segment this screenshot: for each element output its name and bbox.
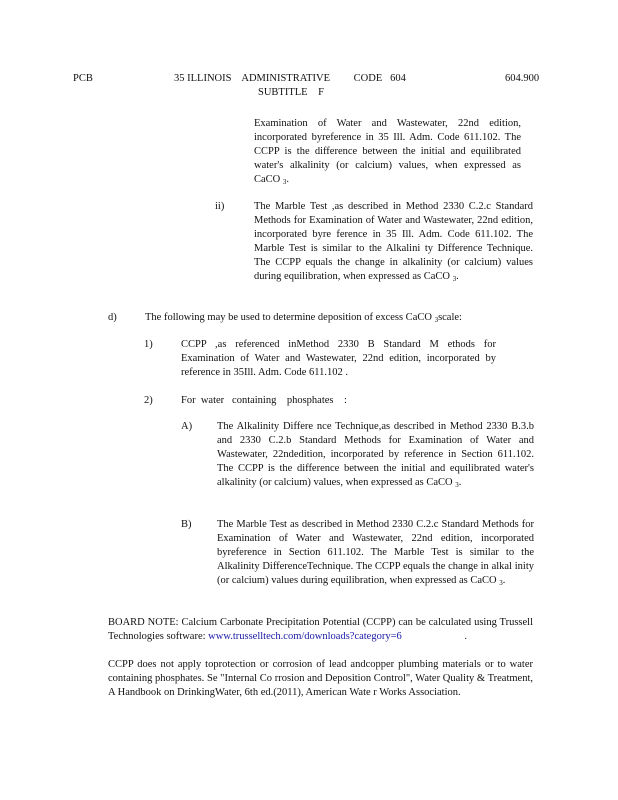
item-d2-marker: 2) (144, 395, 153, 406)
board-note: BOARD NOTE: Calcium Carbonate Precipitation Potential (CCPP) can be calculated using Trussell Technologies software: www.trusselltech.com/downloads?category=6 . (108, 617, 533, 642)
item-A-text: The Alkalinity Differe nce Technique,as described in Method 2330 B.3.b and 2330 C.2.b Standard Methods for Examination of Water and Wastewater, 22ndedition, incorporated by reference in Section 611.102. The CCPP is the difference between the initial and equilibrated water's alkalinity (or calcium) values, when expressed as CaCO $_3$. (217, 421, 534, 489)
header-left: PCB (73, 73, 93, 84)
item-ii-marker: ii) (215, 201, 225, 212)
item-d-text: The following may be used to determine deposition of excess CaCO $_3$scale: (145, 312, 462, 324)
trusselltech-link[interactable]: www.trusselltech.com/downloads?category=6 (208, 631, 402, 642)
header-center-line1: 35 ILLINOIS ADMINISTRATIVE CODE 604 (174, 73, 406, 84)
item-B-text: The Marble Test as described in Method 2330 C.2.c Standard Methods for Examination of Water and Wastewater, 22nd edition, incorporated byreference in Section 611.102. The Marble Test is similar to the Alkalinity DifferenceTechnique. The CCPP equals the change in alkal inity (or calcium) values during equilibration, when expressed as CaCO $_3$. (217, 519, 534, 587)
item-d1-marker: 1) (144, 339, 153, 350)
item-i-continuation: Examination of Water and Wastewater, 22nd edition, incorporated byreference in 35 Ill. Adm. Code 611.102. The CCPP is the difference between the initial and equilibrated water's alkalinity (or calcium) values, when expressed as CaCO $_3$. (254, 118, 521, 186)
item-d2-text: For water containing phosphates : (181, 395, 347, 406)
header-right: 604.900 (505, 73, 540, 84)
item-A-marker: A) (181, 421, 193, 432)
item-d-marker: d) (108, 312, 117, 323)
ccpp-note: CCPP does not apply toprotection or corrosion of lead andcopper plumbing materials or to water containing phosphates. Se "Internal Co rrosion and Deposition Control", Water Quality & Treatment, A Handbook on DrinkingWater, 6th ed.(2011), American Wate r Works Association. (108, 659, 533, 698)
item-B-marker: B) (181, 519, 192, 530)
header-center-line2: SUBTITLE F (258, 87, 324, 98)
item-ii-text: The Marble Test ,as described in Method 2330 C.2.c Standard Methods for Examination of Water and Wastewater, 22nd edition, incorporated byre ference in 35 Ill. Adm. Code 611.102. The Marble Test is similar to the Alkalini ty Difference Technique. The CCPP equals the change in alkalinity (or calcium) values during equilibration, when expressed as CaCO $_3$. (254, 201, 533, 283)
item-d1-text: CCPP ,as referenced inMethod 2330 B Standard M ethods for Examination of Water and Wastewater, 22nd edition, incorporated by reference in 35Ill. Adm. Code 611.102 . (181, 339, 496, 378)
